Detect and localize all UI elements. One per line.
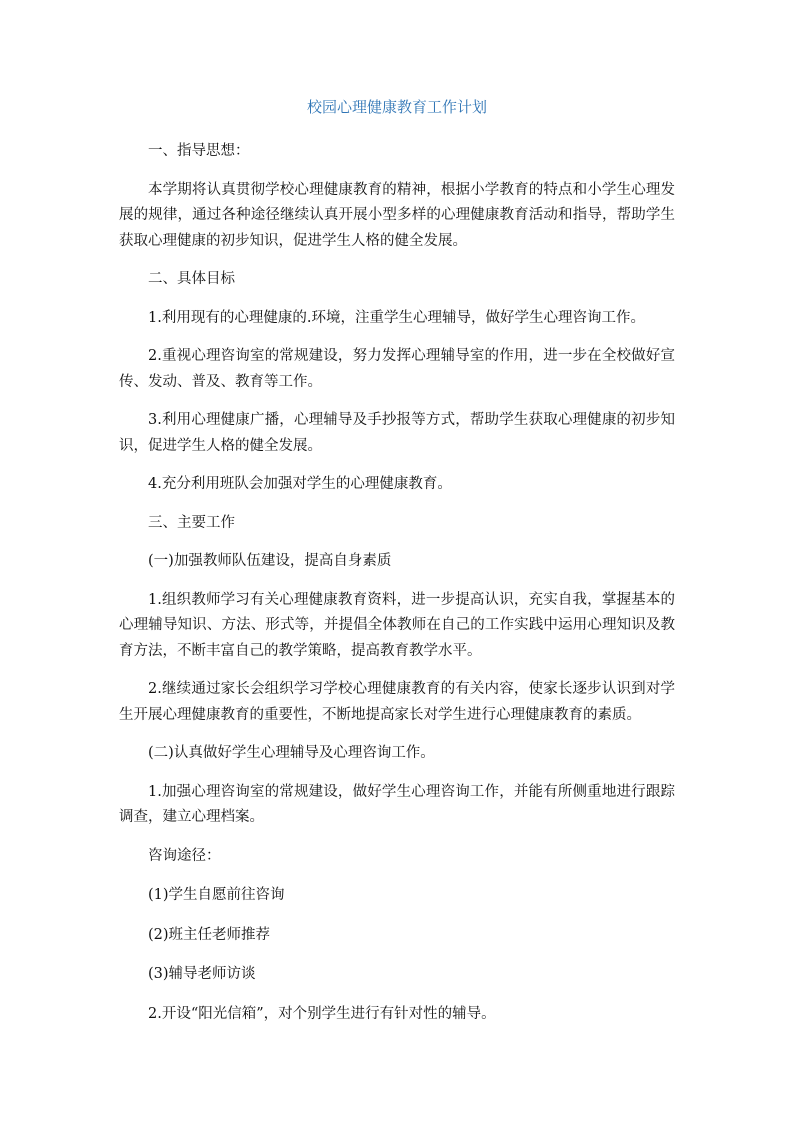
document-page — [119, 96, 675, 1040]
subsection-heading: (二)认真做好学生心理辅导及心理咨询工作。 — [148, 745, 435, 761]
section-heading-1: 一、指导思想： — [148, 143, 250, 159]
subsection-heading: (一)加强教师队伍建设，提高自身素质 — [148, 553, 392, 569]
document-title: 校园心理健康教育工作计划 — [306, 98, 487, 116]
paragraph: 咨询途径： — [148, 847, 221, 864]
paragraph: 1.利用现有的心理健康的.环境，注重学生心理辅导，做好学生心理咨询工作。 — [148, 309, 645, 326]
section-heading-3: 三、主要工作 — [148, 514, 235, 531]
list-item: (3)辅导老师访谈 — [148, 966, 256, 982]
list-item: (1)学生自愿前往咨询 — [148, 887, 285, 903]
paragraph: 1.加强心理咨询室的常规建设，做好学生心理咨询工作，并能有所侧重地进行跟踪调查，建立心理档案。 — [119, 783, 675, 825]
paragraph: 4.充分利用班队会加强对学生的心理健康教育。 — [148, 476, 452, 492]
paragraph: 1.组织教师学习有关心理健康教育资料，进一步提高认识，充实自我，掌握基本的心理辅导知识、方法、形式等，并提倡全体教师在自己的工作实践中运用心理知识及教育方法，不断丰富自己的教学策略，提高教育教学水平。 — [119, 591, 675, 659]
paragraph: 3.利用心理健康广播，心理辅导及手抄报等方式，帮助学生获取心理健康的初步知识，促进学生人格的健全发展。 — [119, 412, 675, 454]
paragraph: 2.开设“阳光信箱”，对个别学生进行有针对性的辅导。 — [148, 1005, 496, 1022]
list-item: (2)班主任老师推荐 — [148, 926, 271, 943]
paragraph: 本学期将认真贯彻学校心理健康教育的精神，根据小学教育的特点和小学生心理发展的规律，通过各种途径继续认真开展小型多样的心理健康教育活动和指导，帮助学生获取心理健康的初步知识，促进学生人格的健全发展。 — [119, 181, 675, 249]
paragraph: 2.重视心理咨询室的常规建设，努力发挥心理辅导室的作用，进一步在全校做好宣传、发动、普及、教育等工作。 — [119, 348, 675, 390]
paragraph: 2.继续通过家长会组织学习学校心理健康教育的有关内容，使家长逐步认识到对学生开展心理健康教育的重要性，不断地提高家长对学生进行心理健康教育的素质。 — [119, 681, 675, 723]
section-heading-2: 二、具体目标 — [148, 271, 235, 287]
